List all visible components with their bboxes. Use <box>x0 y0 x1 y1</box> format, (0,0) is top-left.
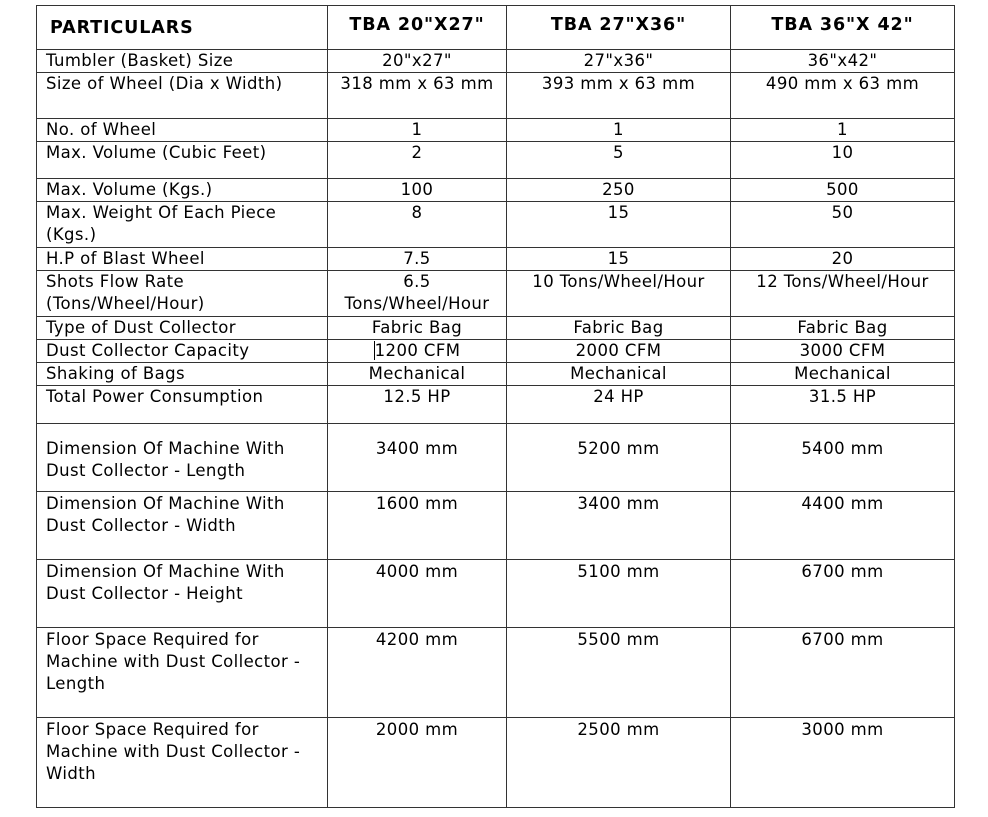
row-value: 2 <box>328 142 507 179</box>
row-value: 20"x27" <box>328 50 507 73</box>
row-value: 24 HP <box>507 386 731 424</box>
row-value: 12 Tons/Wheel/Hour <box>731 271 955 317</box>
row-value: 6700 mm <box>731 628 955 718</box>
table-row <box>37 202 955 248</box>
row-value: 4000 mm <box>328 560 507 628</box>
table-row <box>37 492 955 560</box>
row-value: 2000 CFM <box>507 340 731 363</box>
table-row <box>37 628 955 718</box>
row-value: Mechanical <box>507 363 731 386</box>
row-value: Mechanical <box>731 363 955 386</box>
row-value: 2000 mm <box>328 718 507 808</box>
row-label: Dimension Of Machine With Dust Collector - Height <box>37 560 328 628</box>
row-label: No. of Wheel <box>37 119 328 142</box>
row-value: 6700 mm <box>731 560 955 628</box>
row-value: 31.5 HP <box>731 386 955 424</box>
header-tba-20x27: TBA 20"X27" <box>328 6 507 50</box>
table-row <box>37 142 955 179</box>
row-value[interactable] <box>328 340 507 363</box>
row-value: 15 <box>507 248 731 271</box>
row-value: 27"x36" <box>507 50 731 73</box>
row-label: Max. Weight Of Each Piece (Kgs.) <box>37 202 328 248</box>
row-value: 3000 mm <box>731 718 955 808</box>
row-value: 5400 mm <box>731 424 955 492</box>
table-row <box>37 50 955 73</box>
row-label: Shaking of Bags <box>37 363 328 386</box>
row-value: 3000 CFM <box>731 340 955 363</box>
row-label: Max. Volume (Cubic Feet) <box>37 142 328 179</box>
row-value: 5500 mm <box>507 628 731 718</box>
table-row <box>37 340 955 363</box>
row-label: Dust Collector Capacity <box>37 340 328 363</box>
row-value: 10 <box>731 142 955 179</box>
row-value: 5 <box>507 142 731 179</box>
table-row <box>37 119 955 142</box>
table-row <box>37 248 955 271</box>
row-value: 15 <box>507 202 731 248</box>
row-label: Floor Space Required for Machine with Dust Collector - Width <box>37 718 328 808</box>
row-value: 100 <box>328 179 507 202</box>
row-label: Total Power Consumption <box>37 386 328 424</box>
table-row <box>37 317 955 340</box>
table-row <box>37 363 955 386</box>
row-value: 3400 mm <box>328 424 507 492</box>
row-label: Dimension Of Machine With Dust Collector - Width <box>37 492 328 560</box>
row-value: 50 <box>731 202 955 248</box>
table-row <box>37 560 955 628</box>
row-value: 6.5 Tons/Wheel/Hour <box>328 271 507 317</box>
table-row <box>37 271 955 317</box>
row-value: 10 Tons/Wheel/Hour <box>507 271 731 317</box>
row-value: 3400 mm <box>507 492 731 560</box>
row-value: Fabric Bag <box>507 317 731 340</box>
row-label: Type of Dust Collector <box>37 317 328 340</box>
row-value: Fabric Bag <box>328 317 507 340</box>
row-value: 393 mm x 63 mm <box>507 73 731 119</box>
table-row <box>37 179 955 202</box>
table-header-row <box>37 6 955 50</box>
row-label: H.P of Blast Wheel <box>37 248 328 271</box>
row-label: Max. Volume (Kgs.) <box>37 179 328 202</box>
row-value: 318 mm x 63 mm <box>328 73 507 119</box>
row-value: 500 <box>731 179 955 202</box>
row-value-text: 1200 CFM <box>374 341 461 360</box>
row-value: 490 mm x 63 mm <box>731 73 955 119</box>
row-value: 5100 mm <box>507 560 731 628</box>
row-value: 1 <box>507 119 731 142</box>
table-row <box>37 73 955 119</box>
row-value: 1 <box>731 119 955 142</box>
row-value: 8 <box>328 202 507 248</box>
row-value: 250 <box>507 179 731 202</box>
header-tba-27x36: TBA 27"X36" <box>507 6 731 50</box>
row-value: 5200 mm <box>507 424 731 492</box>
table-row <box>37 424 955 492</box>
header-particulars: PARTICULARS <box>37 6 328 50</box>
row-value: 1600 mm <box>328 492 507 560</box>
specifications-table <box>36 5 955 808</box>
row-label: Floor Space Required for Machine with Dust Collector - Length <box>37 628 328 718</box>
row-label: Size of Wheel (Dia x Width) <box>37 73 328 119</box>
table-row <box>37 386 955 424</box>
header-tba-36x42: TBA 36"X 42" <box>731 6 955 50</box>
row-label: Tumbler (Basket) Size <box>37 50 328 73</box>
row-value: 2500 mm <box>507 718 731 808</box>
row-value: 7.5 <box>328 248 507 271</box>
row-value: 4400 mm <box>731 492 955 560</box>
table-row <box>37 718 955 808</box>
row-value: 12.5 HP <box>328 386 507 424</box>
row-value: 20 <box>731 248 955 271</box>
row-label: Dimension Of Machine With Dust Collector - Length <box>37 424 328 492</box>
row-value: 36"x42" <box>731 50 955 73</box>
row-label: Shots Flow Rate (Tons/Wheel/Hour) <box>37 271 328 317</box>
row-value: 4200 mm <box>328 628 507 718</box>
row-value: Fabric Bag <box>731 317 955 340</box>
row-value: 1 <box>328 119 507 142</box>
row-value: Mechanical <box>328 363 507 386</box>
